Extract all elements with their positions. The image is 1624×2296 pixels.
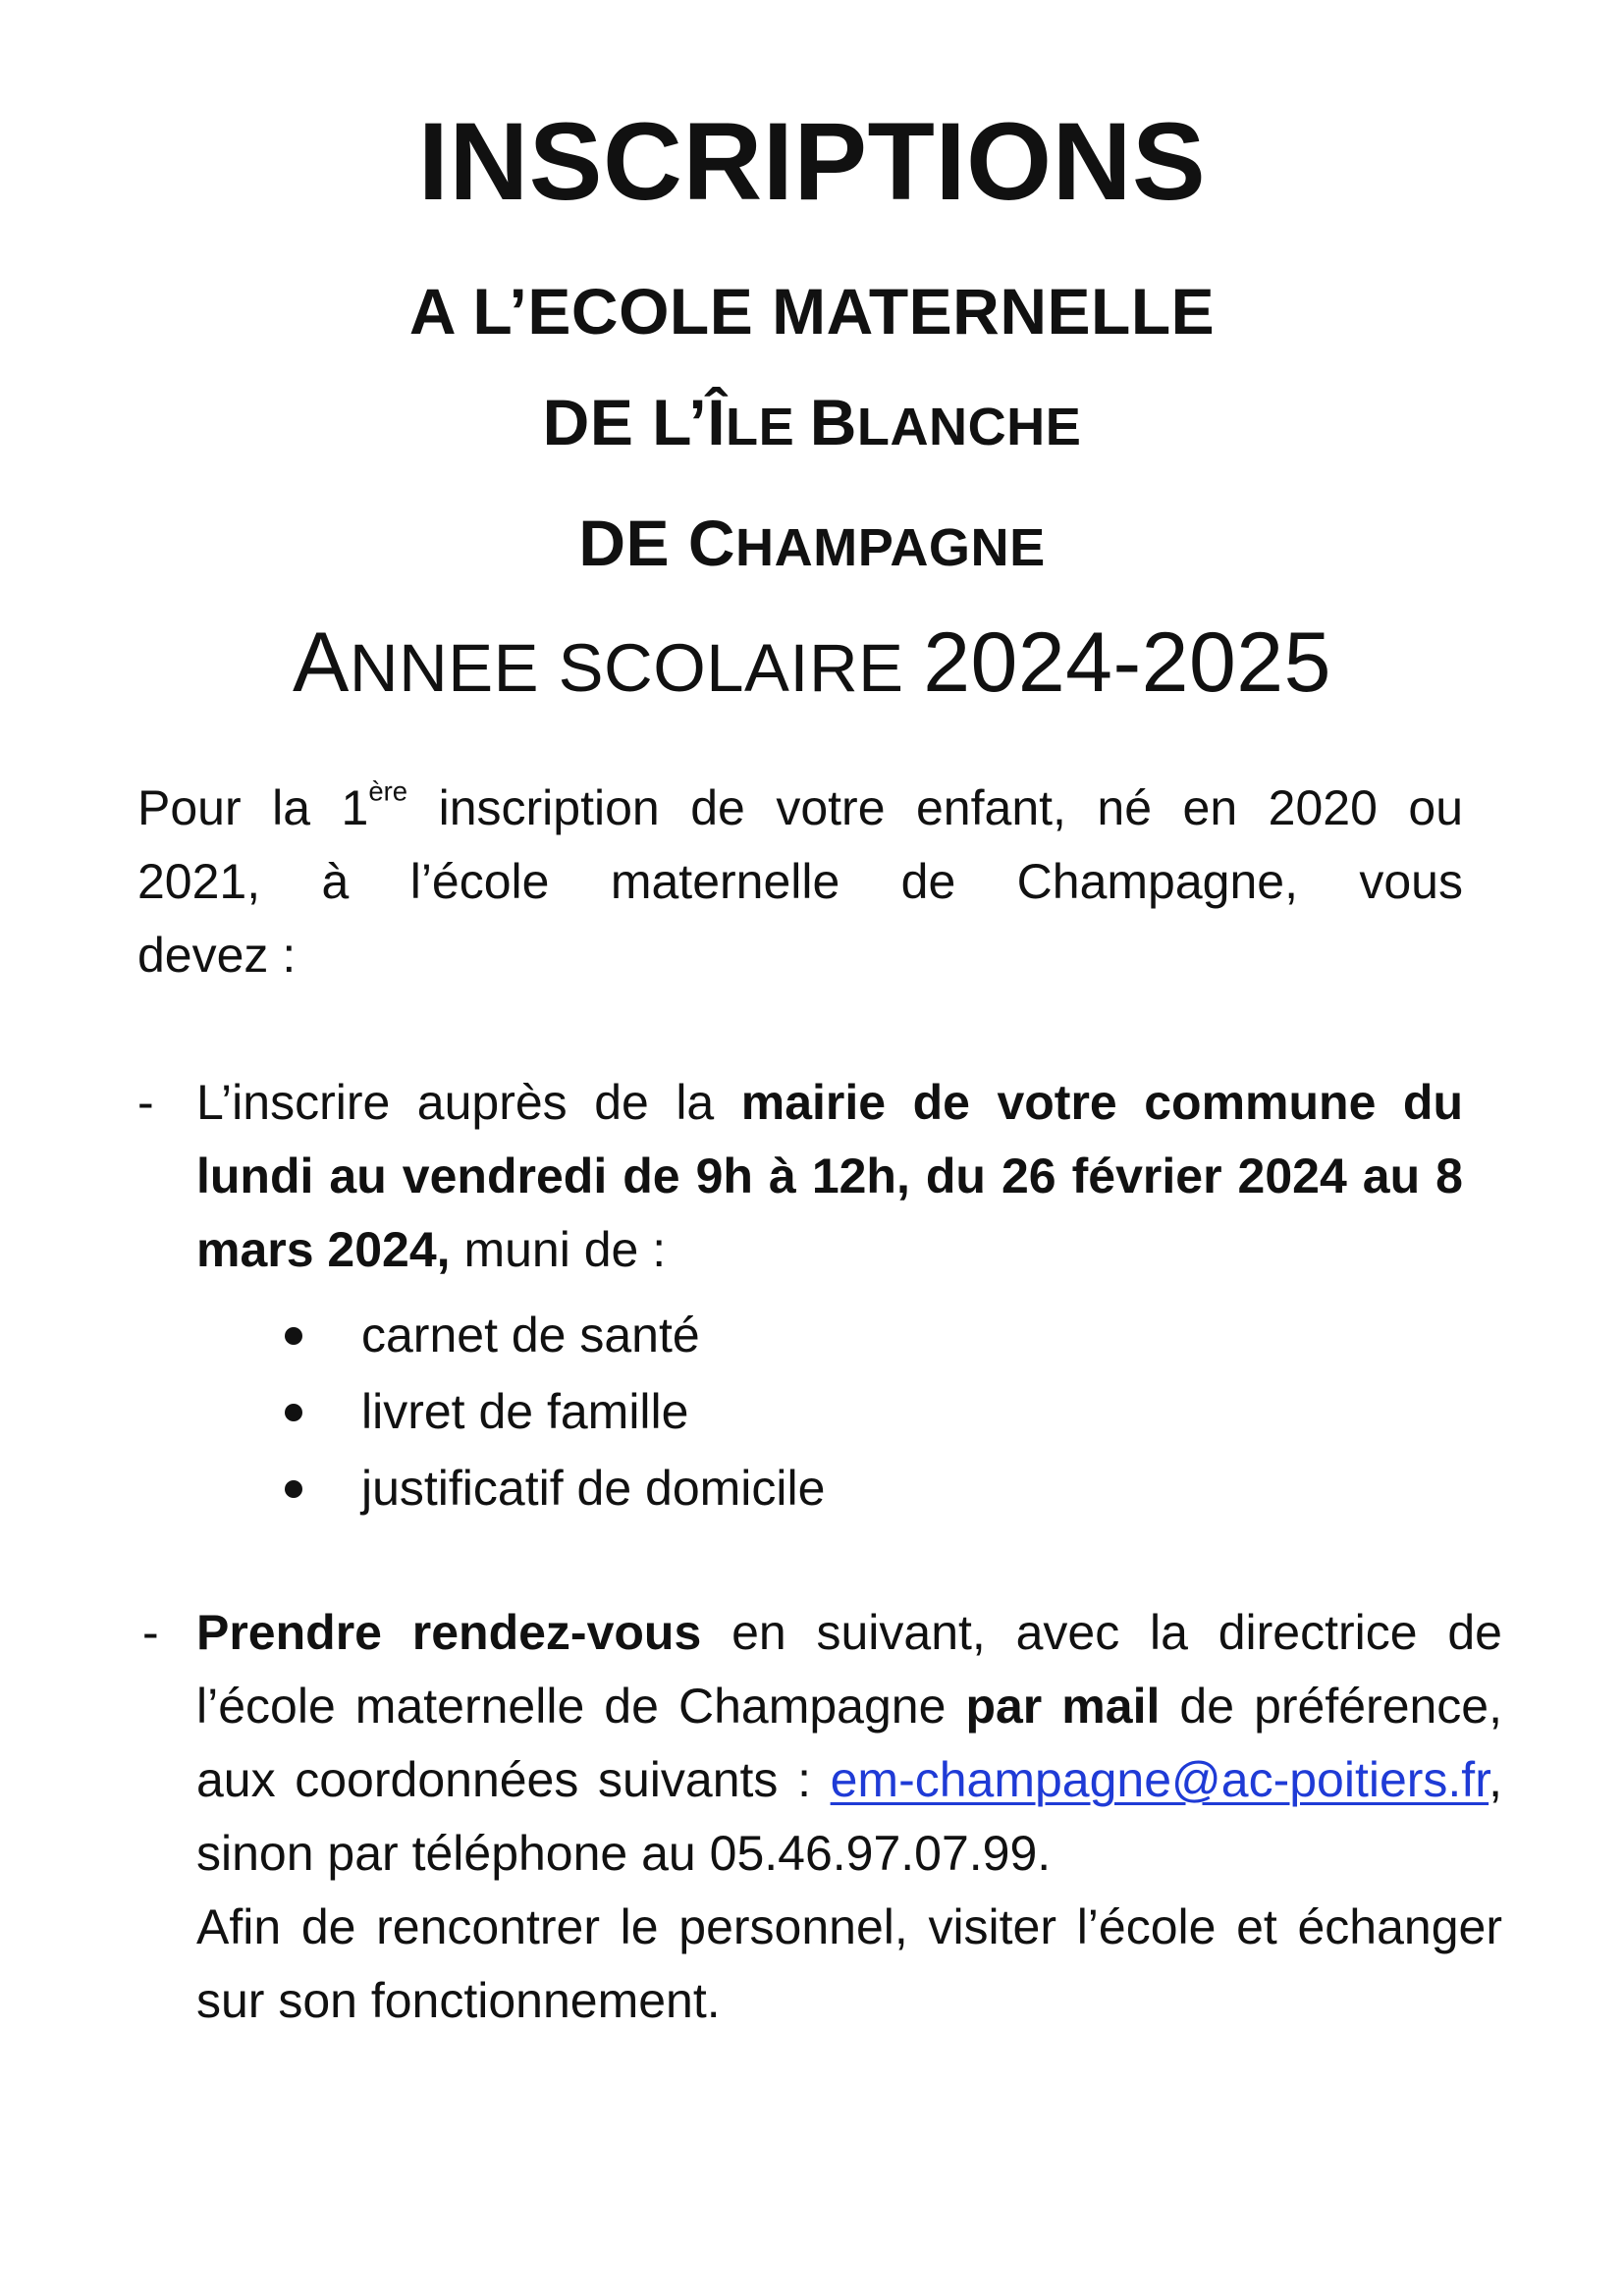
subtitle-school-name-part: B bbox=[809, 386, 857, 458]
step2-text: de préférence, aux coordonnées suivants : bbox=[196, 1679, 1503, 1807]
intro-superscript: ère bbox=[368, 775, 408, 807]
subtitle-school-name-part: DE L’Î bbox=[542, 386, 727, 458]
subtitle-school-type: A L’ECOLE MATERNELLE bbox=[408, 275, 1216, 347]
subtitle-town-part: DE bbox=[578, 507, 688, 579]
subtitle-school-name-part: LE bbox=[726, 398, 810, 456]
bullet-icon bbox=[285, 1480, 302, 1498]
bullet-icon bbox=[285, 1404, 302, 1421]
school-year-initial: A bbox=[293, 615, 350, 710]
step1-paragraph bbox=[196, 1066, 1463, 1287]
list-item-label: livret de famille bbox=[361, 1384, 689, 1439]
intro-text: Pour la 1 bbox=[137, 780, 369, 835]
intro-text: inscription de votre enfant, né en 2020 ou bbox=[407, 780, 1464, 835]
step2-bold: par mail bbox=[965, 1679, 1161, 1734]
list-item-label: carnet de santé bbox=[361, 1308, 700, 1362]
school-year bbox=[0, 609, 1624, 722]
step2-dash: - bbox=[142, 1605, 159, 1660]
step2-text: en suivant, avec la directrice de l’école maternelle de Champagne bbox=[196, 1605, 1502, 1734]
subtitle-town-part: HAMPAGNE bbox=[735, 518, 1046, 577]
subtitle-town-part: C bbox=[687, 507, 736, 579]
step1-bold: mairie de votre commune du lundi au vendredi de 9h à 12h, du 26 février 2024 au 8 mars 2024, bbox=[196, 1075, 1463, 1277]
subtitle-school-name bbox=[0, 378, 1624, 471]
email-link[interactable]: em-champagne@ac-poitiers.fr bbox=[830, 1752, 1489, 1807]
step2-text: , sinon par téléphone au 05.46.97.07.99. bbox=[196, 1752, 1502, 1881]
step1-dash: - bbox=[137, 1075, 154, 1130]
intro-line bbox=[137, 772, 1463, 845]
step2-paragraph bbox=[196, 1596, 1502, 2038]
subtitle-school-name-part: LANCHE bbox=[856, 398, 1082, 456]
intro-line: 2021, à l’école maternelle de Champagne, vous bbox=[137, 854, 1463, 909]
intro-paragraph bbox=[137, 772, 1463, 992]
page-title: INSCRIPTIONS bbox=[417, 100, 1207, 223]
bullet-icon bbox=[285, 1327, 302, 1345]
intro-line: devez : bbox=[137, 928, 297, 983]
step1-tail: muni de : bbox=[450, 1222, 667, 1277]
step2-bold: Prendre rendez-vous bbox=[196, 1605, 702, 1660]
step2-text: Afin de rencontrer le personnel, visiter l’école et échanger sur son fonctionnement. bbox=[196, 1899, 1502, 2028]
subtitle-town bbox=[0, 499, 1624, 592]
school-year-value: 2024-2025 bbox=[923, 615, 1331, 710]
school-year-label: NNEE SCOLAIRE bbox=[349, 630, 924, 706]
list-item-label: justificatif de domicile bbox=[361, 1461, 826, 1516]
step1-lead: L’inscrire auprès de la bbox=[196, 1075, 741, 1130]
